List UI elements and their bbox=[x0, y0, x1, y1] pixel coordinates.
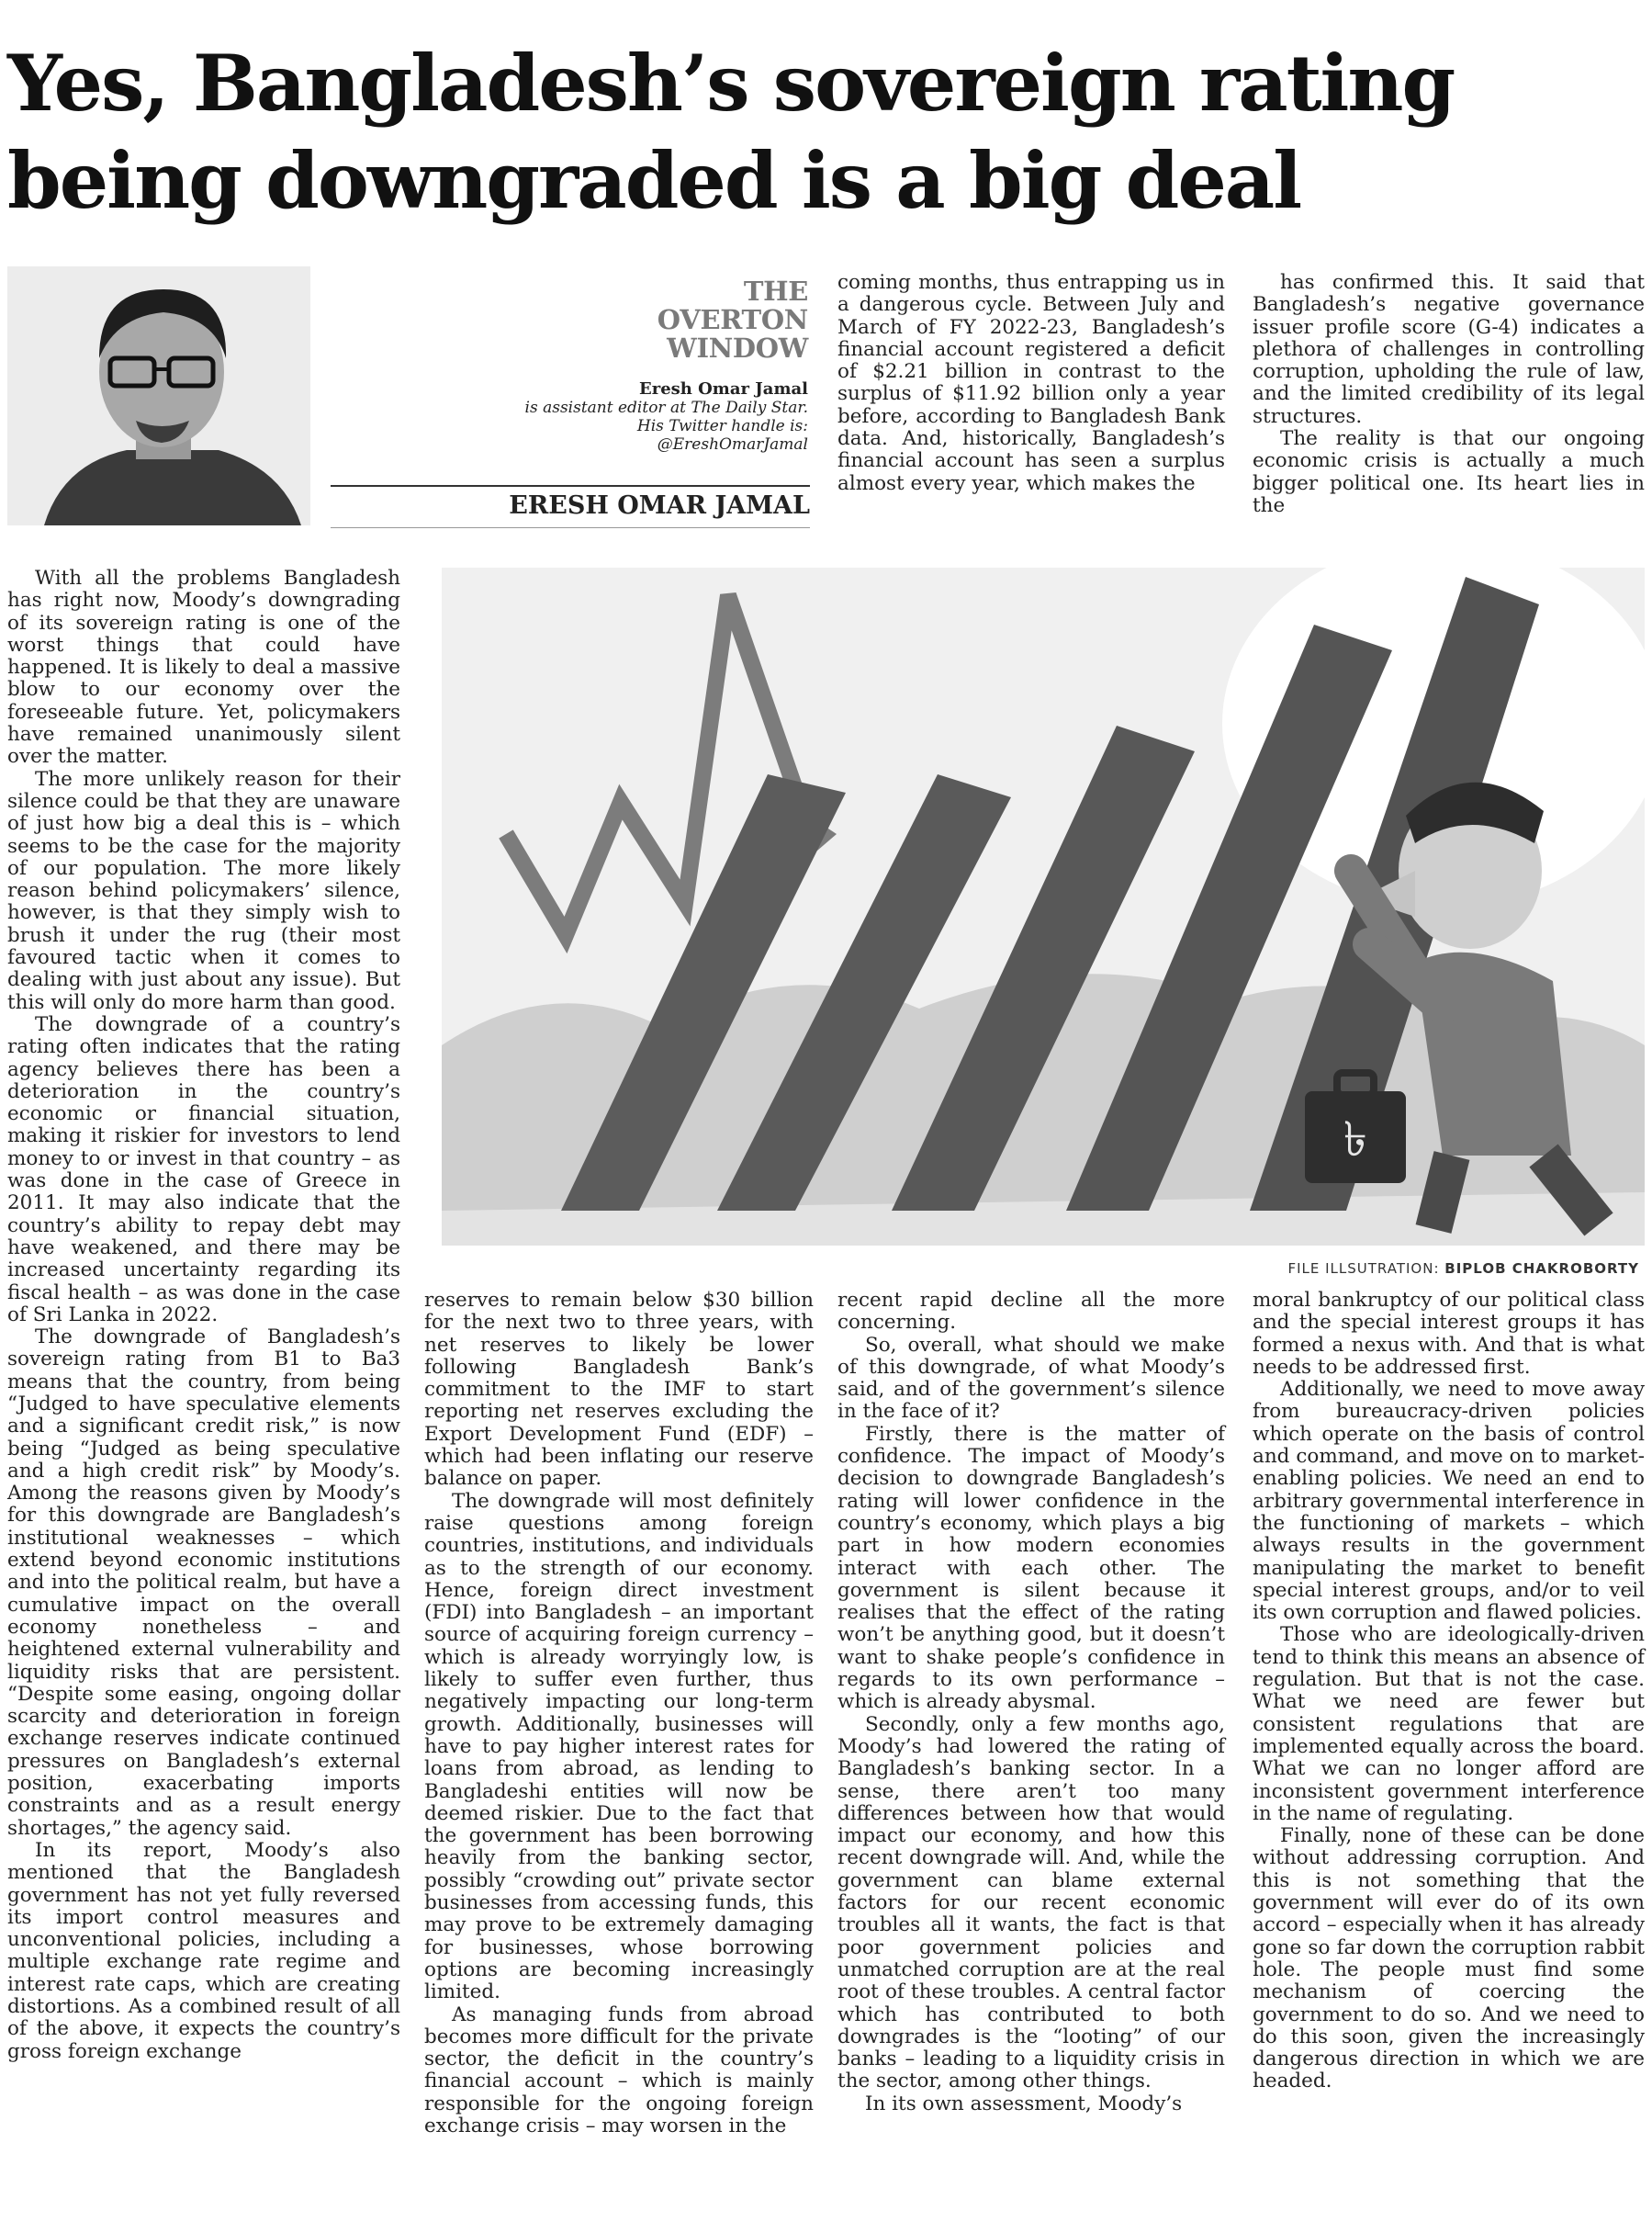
byline-bottom-rule bbox=[331, 527, 810, 528]
paragraph: As managing funds from abroad becomes more difficult for the private sector, the deficit in the country’s financial account – which is mainly responsible for the ongoing foreign exchange crisis – may worsen in the bbox=[424, 2002, 814, 2137]
paragraph: recent rapid decline all the more concerning. bbox=[837, 1289, 1225, 1335]
illustration-credit bbox=[1287, 1260, 1639, 1277]
paragraph: moral bankruptcy of our political class and the special interest groups it has formed a nexus with. And that is what needs to be addressed first. bbox=[1253, 1289, 1645, 1379]
paragraph: reserves to remain below $30 billion for the next two to three years, with net reserves to likely be lower following Bangladesh Bank’s commitment to the IMF to start reporting net reserves excluding the Export Development Fund (EDF) – which had been inflating our reserve balance on paper. bbox=[424, 1289, 814, 1491]
credit-name: BIPLOB CHAKROBORTY bbox=[1444, 1260, 1639, 1277]
paragraph: The downgrade will most definitely raise questions among foreign countries, institutions, and individuals as to the strength of our economy. Hence, foreign direct investment (FDI) into Bangladesh – an important source of acquiring foreign currency – which is already worryingly low, is likely to suffer even further, thus negatively impacting our long-term growth. Additionally, businesses will have to pay higher interest rates for loans from abroad, as lending to Bangladeshi entities will now be deemed riskier. Due to the fact that the government has been borrowing heavily from the banking sector, possibly “crowding out” private sector businesses from accessing funds, this may prove to be extremely damaging for businesses, whose borrowing options are becoming increasingly limited. bbox=[424, 1489, 814, 2004]
text-column-top-2 bbox=[837, 272, 1225, 495]
briefcase-taka-symbol: ৳ bbox=[1343, 1112, 1367, 1167]
text-column-top-3 bbox=[1253, 272, 1645, 517]
paragraph: The downgrade of a country’s rating often indicates that the rating agency believes there has been a deterioration in the country’s economic or financial situation, making it riskier for investors to lend money to or invest in that country – as was done in the case of Greece in 2011. It may also indicate that the country’s ability to repay debt may have weakened, and there may be increased uncertainty regarding its fiscal health – as was done in the case of Sri Lanka in 2022. bbox=[7, 1012, 400, 1326]
paragraph: Finally, none of these can be done without addressing corruption. And this is not something that the government will ever do of its own accord – especially when it has already gone so far down the corruption rabbit hole. The people must find some mechanism of coercing the government to do so. And we need to do this soon, given the increasingly dangerous direction in which we are headed. bbox=[1253, 1824, 1645, 2093]
column-series-label: THE OVERTON WINDOW bbox=[657, 276, 808, 364]
paragraph: Secondly, only a few months ago, Moody’s had lowered the rating of Bangladesh’s banking sector. In a sense, there aren’t too many differences between how that would impact our economy, and how this recent downgrade will. And, while the government can blame external factors for our recent economic troubles all it wants, the fact is that poor government policies and unmatched corruption are at the real root of these troubles. A central factor which has contributed to both downgrades is the “looting” of our banks – leading to a liquidity crisis in the sector, among other things. bbox=[837, 1712, 1225, 2093]
author-bio: is assistant editor at The Daily Star. His Twitter handle is: @EreshOmarJamal bbox=[524, 399, 808, 454]
author-portrait bbox=[7, 266, 310, 525]
byline-rule bbox=[331, 485, 810, 487]
text-column-1 bbox=[7, 568, 400, 2063]
author-name: Eresh Omar Jamal bbox=[638, 379, 808, 399]
paragraph: The reality is that our ongoing economic crisis is actually a much bigger political one. Its heart lies in the bbox=[1253, 427, 1645, 517]
text-column-2 bbox=[424, 1290, 814, 2137]
paragraph: So, overall, what should we make of this downgrade, of what Moody’s said, and of the government’s silence in the face of it? bbox=[837, 1333, 1225, 1424]
paragraph: coming months, thus entrapping us in a dangerous cycle. Between July and March of FY 2022-23, Bangladesh’s financial account registered a deficit of $2.21 billion in contrast to the surplus of $11.92 billion only a year before, according to Bangladesh Bank data. And, historically, Bangladesh’s financial account has seen a surplus almost every year, which makes the bbox=[837, 271, 1225, 495]
paragraph: In its report, Moody’s also mentioned that the Bangladesh government has not yet fully reversed its import control measures and unconventional policies, including a multiple exchange rate regime and interest rate caps, which are creating distortions. As a combined result of all of the above, it expects the country’s gross foreign exchange bbox=[7, 1838, 400, 2063]
author-portrait-sketch bbox=[7, 266, 310, 525]
headline: Yes, Bangladesh’s sovereign rating being downgraded is a big deal bbox=[7, 38, 1455, 226]
text-column-4 bbox=[1253, 1290, 1645, 2093]
paragraph: The downgrade of Bangladesh’s sovereign rating from B1 to Ba3 means that the country, from being “Judged to have speculative elements and a significant credit risk,” is now being “Judged as being speculative and a high credit risk” by Moody’s. Among the reasons given by Moody’s for this downgrade are Bangladesh’s institutional weaknesses – which extend beyond economic institutions and into the political realm, but have a cumulative impact on the overall economy nonetheless – and heightened external vulnerability and liquidity risks that are persistent. “Despite some easing, ongoing dollar scarcity and deterioration in foreign exchange reserves indicate continued pressures on Bangladesh’s external position, exacerbating imports constraints and as a result energy shortages,” the agency said. bbox=[7, 1325, 400, 1840]
article-illustration bbox=[442, 568, 1645, 1246]
text-column-3 bbox=[837, 1290, 1225, 2115]
credit-label: FILE ILLSUTRATION: bbox=[1287, 1260, 1440, 1277]
paragraph: has confirmed this. It said that Bangladesh’s negative governance issuer profile score (G-4) indicates a plethora of challenges in controlling corruption, upholding the rule of law, and the limited credibility of its legal structures. bbox=[1253, 271, 1645, 428]
paragraph: Firstly, there is the matter of confidence. The impact of Moody’s decision to downgrade Bangladesh’s rating will lower confidence in the country’s economy, which plays a big part in how modern economies interact with each other. The government is silent because it realises that the effect of the rating won’t be anything good, but it doesn’t want to shake people’s confidence in regards to its own performance – which is already abysmal. bbox=[837, 1422, 1225, 1714]
illustration-artwork bbox=[442, 568, 1645, 1246]
paragraph: In its own assessment, Moody’s bbox=[865, 2092, 1183, 2115]
paragraph: With all the problems Bangladesh has right now, Moody’s downgrading of its sovereign rating is one of the worst things that could have happened. It is likely to deal a massive blow to our economy over the foreseeable future. Yet, policymakers have remained unanimously silent over the matter. bbox=[7, 567, 400, 769]
paragraph: Additionally, we need to move away from bureaucracy-driven policies which operate on the basis of control and command, and move on to market-enabling policies. We need an end to arbitrary governmental interference in the functioning of markets – which always results in the government manipulating the market to benefit special interest groups, and/or to veil its own corruption and flawed policies. bbox=[1253, 1378, 1645, 1625]
column-series-title bbox=[331, 277, 808, 363]
byline: ERESH OMAR JAMAL bbox=[509, 491, 810, 520]
paragraph: The more unlikely reason for their silence could be that they are unaware of just how big a deal this is – which seems to be the case for the majority of our population. The more likely reason behind policymakers’ silence, however, is that they simply wish to brush it under the rug (their most favoured tactic when it comes to dealing with just about any issue). But this will only do more harm than good. bbox=[7, 767, 400, 1014]
paragraph: Those who are ideologically-driven tend to think this means an absence of regulation. But that is not the case. What we need are fewer but consistent regulations that are implemented equally across the board. What we can no longer afford are inconsistent government interference in the name of regulating. bbox=[1253, 1623, 1645, 1825]
